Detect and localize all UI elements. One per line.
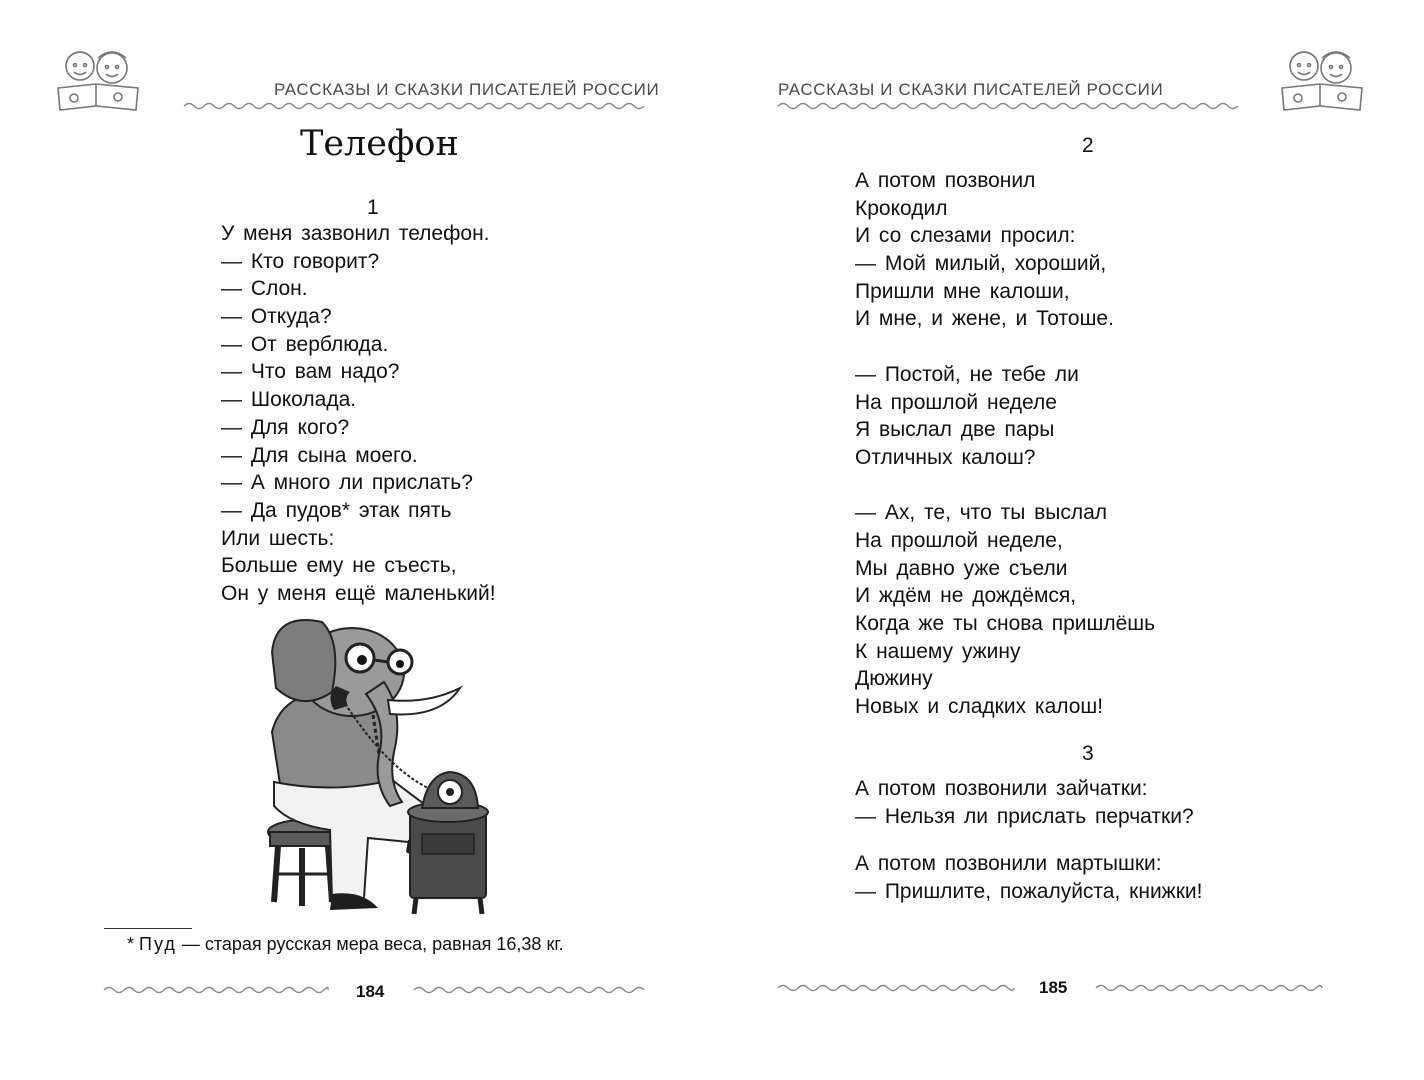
- verse-line: — Кто говорит?: [221, 249, 380, 273]
- verse-line: — Для кого?: [221, 415, 350, 439]
- section-number-2: 2: [1082, 134, 1094, 157]
- verse-line: Больше ему не съесть,: [221, 554, 457, 578]
- header-wave-divider: [184, 100, 644, 112]
- verse-line: Мы давно уже съели: [855, 556, 1068, 580]
- verse-section-1: [221, 220, 496, 608]
- verse-line: К нашему ужину: [855, 639, 1021, 663]
- verse-line: Я выслал две пары: [855, 418, 1055, 442]
- footnote: [127, 934, 564, 955]
- footer-wave-right: [1096, 982, 1322, 994]
- poem-title: Телефон: [300, 124, 459, 164]
- verse-line: Отличных калош?: [855, 445, 1036, 469]
- footnote-term: Пуд: [139, 934, 177, 954]
- verse-line: — Постой, не тебе ли: [855, 362, 1079, 386]
- verse-line: — Что вам надо?: [221, 360, 400, 384]
- verse-line: И ждём не дождёмся,: [855, 584, 1077, 608]
- section-number-1: 1: [367, 196, 379, 219]
- footer-wave-left: [778, 982, 1014, 994]
- footnote-rule: [104, 928, 192, 929]
- verse-line: На прошлой неделе: [855, 390, 1057, 414]
- verse-line: А потом позвонили зайчатки:: [855, 777, 1148, 800]
- verse-section-3: [855, 775, 1194, 830]
- verse-line: Когда же ты снова пришлёшь: [855, 612, 1156, 635]
- verse-line: — От верблюда.: [221, 332, 389, 356]
- running-head: РАССКАЗЫ И СКАЗКИ ПИСАТЕЛЕЙ РОССИИ: [274, 80, 660, 99]
- verse-line: А потом позвонил: [855, 169, 1036, 192]
- running-head: РАССКАЗЫ И СКАЗКИ ПИСАТЕЛЕЙ РОССИИ: [778, 80, 1164, 99]
- verse-line: — Нельзя ли прислать перчатки?: [855, 804, 1194, 828]
- verse-line: Или шесть:: [221, 526, 335, 550]
- elephant-on-telephone-illustration: [262, 612, 496, 920]
- verse-line: — Откуда?: [221, 305, 332, 329]
- page-number: 184: [356, 982, 385, 1001]
- verse-line: На прошлой неделе,: [855, 528, 1063, 552]
- verse-line: У меня зазвонил телефон.: [221, 222, 490, 245]
- stanza-gap: [855, 472, 1155, 500]
- children-reading-book-icon: [1274, 44, 1370, 116]
- verse-line: — Пришлите, пожалуйста, книжки!: [855, 879, 1203, 903]
- verse-line: Дюжину: [855, 667, 933, 691]
- children-reading-book-icon: [50, 44, 146, 116]
- verse-line: Крокодил: [855, 196, 948, 220]
- right-page: [712, 0, 1424, 1080]
- verse-line: — Шоколада.: [221, 388, 357, 412]
- verse-line: Пришли мне калоши,: [855, 279, 1070, 303]
- verse-line: И мне, и жене, и Тотоше.: [855, 307, 1114, 331]
- verse-line: А потом позвонили мартышки:: [855, 852, 1162, 875]
- stanza-gap: [855, 333, 1155, 361]
- footer-wave-left: [104, 984, 328, 996]
- page-number: 185: [1039, 978, 1068, 997]
- verse-line: Новых и сладких калош!: [855, 695, 1104, 719]
- footnote-marker: *: [127, 934, 140, 954]
- header-wave-divider: [778, 100, 1238, 112]
- footer-wave-right: [414, 984, 644, 996]
- verse-line: Он у меня ещё маленький!: [221, 581, 496, 605]
- verse-line: — Для сына моего.: [221, 443, 418, 467]
- verse-line: И со слезами просил:: [855, 224, 1076, 248]
- footnote-text: — старая русская мера веса, равная 16,38 кг.: [176, 934, 564, 954]
- verse-line: — Слон.: [221, 277, 308, 301]
- section-number-3: 3: [1082, 742, 1094, 765]
- verse-line: — А много ли прислать?: [221, 471, 473, 495]
- verse-line: — Ах, те, что ты выслал: [855, 501, 1108, 525]
- verse-section-2: [855, 167, 1155, 721]
- verse-line: — Мой милый, хороший,: [855, 252, 1107, 276]
- verse-section-3b: [855, 850, 1202, 905]
- verse-line: — Да пудов* этак пять: [221, 498, 452, 522]
